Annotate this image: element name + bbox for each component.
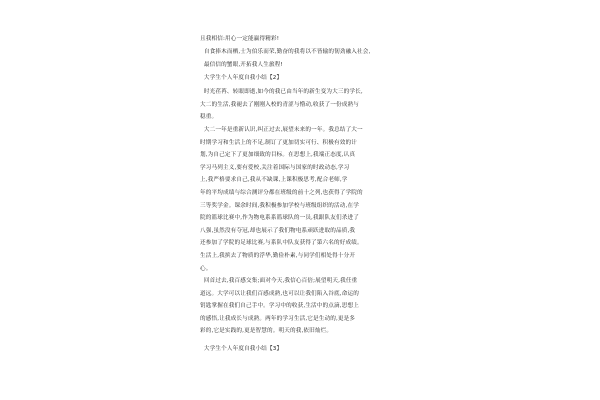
paragraph-3 (200, 275, 359, 338)
text-line: 钥匙掌握在我们自己手中。学习中的收获,生活中的点滴,思想上 (200, 303, 359, 310)
text-line: 道远。大学可以让我们百感成熟,也可以让我们陷入谷底,命运的 (200, 290, 359, 297)
text-line: 生活上,我摈去了物质的浮华,勤俭朴素,与同学们相处得十分开 (200, 252, 356, 259)
paragraph-2 (200, 124, 363, 275)
heading-text: 大学生个人年度自我小结【2】 (200, 75, 283, 81)
closing-line (200, 33, 279, 46)
text-line: 划,为自己定下了更加细致的目标。在思想上,我端正态度,认真 (200, 152, 356, 159)
text-line: 心。 (200, 265, 212, 272)
text-line: 八强,虽然没有夺冠,却也展示了我们物电系顽跃进取的品质,我 (200, 227, 356, 234)
text-line: 且我相信:用心一定能赢得精彩! (200, 36, 280, 42)
text-line: 还参加了学院的足球比赛,与系队中队友获得了第六名的好成绩。 (200, 240, 363, 247)
text-line: 自食捧木而栖,士为伯乐而荣,勤奋的我将以不皆输的韧劲融入社会, (200, 49, 371, 55)
text-line: 时光荏苒、转眼即逝,如今的我已由当年的新生变为大三的学长, (200, 89, 363, 95)
text-line: 彩的,它是实践的,更是智慧的。明天的我,依旧灿烂。 (200, 328, 333, 335)
text-line: 三等奖学金。课余时间,我积极参加学校与班级组织的活动,在学 (200, 202, 359, 209)
text-line: 上,我严格要求自己,我从不缺课,上课积极思考,配合老师,学 (200, 177, 348, 184)
text-line: 学习马列主义,要有爱校,关注着国际与国家的时政动态,学习 (200, 164, 350, 171)
paragraph-1 (200, 86, 363, 124)
text-line: 大二的生活,我褪去了刚刚入校的青涩与懵动,收获了一份成熟与 (200, 101, 359, 108)
text-line: 回首过去,我百感交集;面对今天,我信心百倍;展望明天,我任重 (200, 278, 358, 284)
text-line: 院的篮球比赛中,作为物电系系篮球队的一员,我跟队友们杀进了 (200, 215, 359, 222)
text-line: 时期学习和生活上的不足,制订了更加切实可行、积极有效的计 (200, 139, 358, 146)
text-line: 大二一年是重新认识,纠正过去,展望未来的一年。我总结了大一 (200, 127, 363, 133)
text-line: 稳重。 (200, 114, 218, 121)
text-line: 最信信的蟹眼,开拓我人生旅程! (200, 61, 283, 68)
section-heading-2 (200, 72, 282, 85)
text-line: 的感悟,让我成长与成熟。两年的学习生活,它是生动的,更是多 (200, 315, 356, 322)
closing-paragraph (200, 46, 370, 71)
section-heading-3 (200, 343, 282, 356)
heading-text: 大学生个人年度自我小结【3】 (200, 346, 283, 352)
text-line: 年的平均成绩与综合测评分都在班级的前十之列,也获得了学院的 (200, 189, 363, 196)
